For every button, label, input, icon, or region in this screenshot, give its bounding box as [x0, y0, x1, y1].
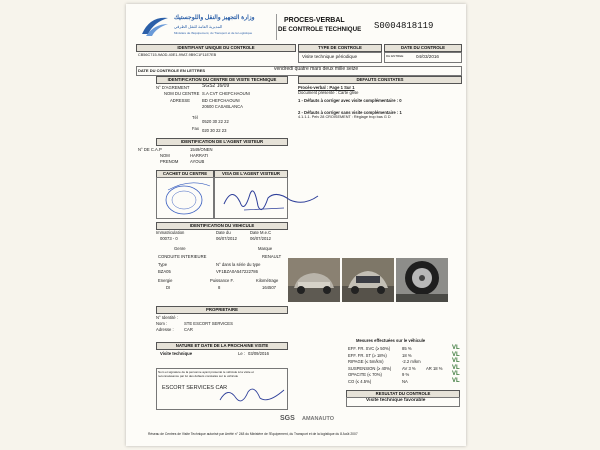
mesure-value: NA — [402, 378, 408, 384]
vehicule-marque: RENAULT — [262, 254, 282, 259]
centre-fax: 020 30 22 23 — [202, 128, 227, 133]
defauts-d2-detail: 4.1.1.1. Pelv 28 CROISEMENT : Réglage trop bas G D — [298, 115, 391, 119]
centre-agrement: SGS2 16/09 — [202, 83, 230, 89]
vehicule-puissance-label: Puissance F. — [210, 278, 234, 283]
vehicle-photo-rear — [342, 258, 394, 302]
centre-nom-label: NOM DU CENTRE — [164, 91, 200, 96]
type-controle-header: TYPE DE CONTROLE — [298, 44, 382, 52]
identifiant-header: IDENTIFIANT UNIQUE DU CONTROLE — [136, 44, 296, 52]
agent-header: IDENTIFICATION DE L'AGENT VISITEUR — [156, 138, 288, 146]
nature-value: Visite technique — [160, 351, 193, 356]
mesure-check-mark: VL — [452, 358, 460, 364]
proprietaire-adresse: CAR — [184, 327, 193, 332]
vehicule-energie: DI — [166, 285, 171, 290]
defauts-d1: 1 - Défauts à corriger avec visite complémentaire : 0 — [298, 98, 402, 103]
vehicule-marque-label: Marque — [258, 246, 273, 251]
vehicule-type: BZA05 — [158, 269, 171, 274]
mesure-label: EFF. FR. ST (≥ 18%) — [348, 352, 387, 358]
vehicule-immat-label: Immatriculation — [156, 230, 185, 235]
proprietaire-nom-label: Nom : — [156, 321, 168, 326]
vehicule-date1-label: Date du — [216, 230, 231, 235]
agent-prenom-label: PRENOM — [160, 159, 179, 164]
mesure-label: EFF. FR. SVC (≥ 50%) — [348, 346, 391, 351]
nature-date-label: Le : — [238, 351, 245, 356]
date-lettres-value: vendredi quatre mars deux mille seize — [274, 66, 359, 72]
footer-text: Réseau de Centres de Visite Technique autorisé par Arrêté n° 248 du Ministère de l'Equipement, du Transport et de la logistique du 8 Août 2007 — [148, 432, 358, 436]
mesure-check-mark: VL — [452, 351, 460, 358]
resultat-value: Visite technique favorable — [366, 398, 426, 403]
agent-signature — [214, 180, 324, 225]
notice-line2: reconnaissance par lui des défauts constatés sur le véhicule — [158, 374, 239, 378]
document-sheet — [126, 4, 466, 446]
footer-brand: AMANAUTO — [302, 416, 334, 422]
mesure-label: CO (≤ 4.5%) — [348, 378, 372, 384]
identifiant-value: CB56C715-9A0D-40E1-99AT-9B9C1F11E7EB — [138, 53, 217, 57]
presenter-name: ESCORT SERVICES CAR — [162, 385, 228, 391]
ministry-logo — [140, 14, 170, 38]
nature-date: 03/09/2016 — [248, 351, 269, 356]
vehicule-serie-label: N° dans la série du type — [216, 262, 261, 267]
nature-header: NATURE ET DATE DE LA PROCHAINE VISITE — [156, 342, 288, 350]
title-line1: PROCES-VERBAL — [284, 17, 345, 24]
defauts-pv: Procès-verbal : Page 1 Sur 1 — [298, 85, 355, 90]
vehicule-date2-label: Date M.e.C — [250, 230, 272, 235]
org-arabic: وزارة التجهيز والنقل واللوجستيك — [174, 15, 255, 21]
visa-header: VISA DE L'AGENT VISITEUR — [214, 170, 288, 178]
header-divider — [276, 14, 277, 40]
resultat-header: RESULTAT DU CONTROLE — [346, 390, 460, 398]
centre-tel-label: Tél — [192, 115, 198, 120]
mesure-value: AV 3 % — [402, 365, 416, 371]
vehicle-photo-wheel — [396, 258, 448, 302]
date-controle-value: 04/03/2016 — [416, 54, 439, 59]
cachet-header: CACHET DU CENTRE — [156, 170, 214, 178]
date-controle-header: DATE DU CONTROLE — [384, 44, 462, 52]
mesure-value: 85 % — [402, 346, 412, 351]
vehicule-puissance: 8 — [218, 285, 221, 290]
mesure-check-mark: VL — [452, 371, 460, 377]
vehicule-immat: 00073 - 0 — [160, 236, 178, 241]
proprietaire-adresse-label: Adresse : — [156, 327, 174, 332]
center-stamp — [160, 178, 212, 223]
vehicule-energie-label: Energie — [158, 278, 173, 283]
type-controle-value: Visite technique périodique — [302, 54, 358, 59]
vehicule-genre-label: Genre — [174, 246, 186, 251]
vehicule-genre: CONDUITE INTERIEURE — [158, 254, 207, 259]
vehicule-km: 164507 — [262, 285, 276, 290]
vehicule-date2: 06/07/2012 — [250, 236, 271, 241]
notice-line1: Nom et signature de la personne ayant présenté le véhicule à la visite et — [158, 370, 254, 374]
agent-cap: 1549/ONEN — [190, 147, 213, 152]
proprietaire-identite-label: N° Identité : — [156, 315, 178, 320]
mesure-check-mark: VL — [452, 377, 460, 384]
centre-header: IDENTIFICATION DU CENTRE DE VISITE TECHNIQUE — [156, 76, 288, 84]
serial-number: S0004818119 — [374, 21, 434, 31]
mesure-value: 18 % — [402, 352, 412, 358]
org-line3: Ministère de l'Equipement, du Transport et de la Logistique — [174, 31, 253, 35]
date-lettres-label: DATE DU CONTROLE EN LETTRES — [138, 68, 206, 73]
agent-cap-label: N° DE C.A.P — [138, 147, 162, 152]
presenter-signature — [218, 384, 288, 411]
centre-adresse-label: ADRESSE — [170, 98, 191, 103]
centre-tel: 0520 30 22 22 — [202, 119, 229, 124]
org-line2: المديرية العامة للنقل الطرقي — [174, 24, 223, 29]
title-line2: DE CONTROLE TECHNIQUE — [278, 26, 362, 33]
vehicule-header: IDENTIFICATION DU VEHICULE — [156, 222, 288, 230]
mesures-header: Mesures effectuées sur le véhicule — [356, 338, 426, 343]
centre-adresse1: BD CHEFCHAOUNI — [202, 98, 240, 103]
mesure-label: OPACITE (≤ 70%) — [348, 372, 382, 377]
defauts-d2: 2 - Défauts à corriger sans visite complémentaire : 1 — [298, 110, 402, 115]
vehicule-type-label: Type — [158, 262, 168, 267]
vehicule-date1: 06/07/2012 — [216, 236, 237, 241]
defauts-header: DEFAUTS CONSTATES — [298, 76, 462, 84]
centre-adresse2: 20600 CASABLANCA — [202, 104, 243, 109]
agent-prenom: AYOUB — [190, 159, 205, 164]
centre-nom: S.A CVT CHEFCHAOUNI — [202, 91, 250, 96]
date-controle-small: DH ENTREE — [386, 54, 404, 58]
mesure-label: SUSPENSION (≥ 40%) — [348, 365, 392, 371]
mesure-check-mark: VL — [452, 364, 460, 371]
agent-nom: HARRATI — [190, 153, 209, 158]
defauts-doc: Document présenté : Carte grise — [298, 90, 359, 95]
centre-fax-label: Fax — [192, 126, 199, 131]
vehicule-serie: VF1BZA0A547222786 — [216, 269, 258, 274]
mesure-extra: AR 18 % — [426, 365, 443, 371]
agent-nom-label: NOM — [160, 153, 170, 158]
mesure-value: 9 % — [402, 372, 410, 377]
mesure-value: -2.2 m/km — [402, 359, 421, 364]
proprietaire-nom: STE ESCORT SERVICES — [184, 321, 233, 326]
centre-agrement-label: N° D'AGREMENT — [156, 85, 190, 90]
mesure-check-mark: VL — [452, 345, 460, 351]
vehicule-km-label: Kilométrage — [256, 278, 279, 283]
footer-sgs: SGS — [280, 415, 295, 422]
vehicle-photo-front — [288, 258, 340, 302]
mesure-label: RIPAGE (≤ 5m/km) — [348, 359, 384, 364]
proprietaire-header: PROPRIETAIRE — [156, 306, 288, 314]
